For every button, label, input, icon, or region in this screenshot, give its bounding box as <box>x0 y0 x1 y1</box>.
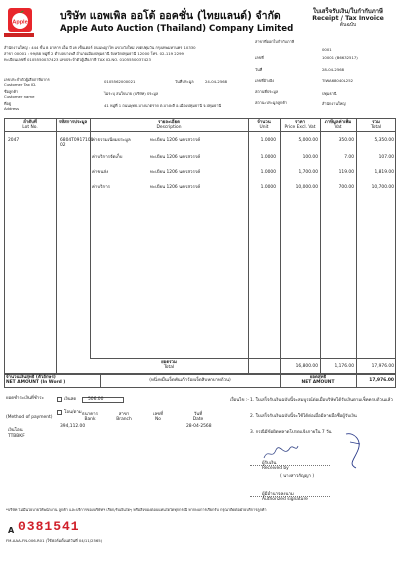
doc-date-value: 28-04-2568 <box>322 67 345 72</box>
col-branch: สาขา Branch <box>116 412 132 423</box>
customer-name-label: ชื่อลูกค้า <box>4 89 19 94</box>
doc-auction-value: ปทุมธานี <box>322 91 337 96</box>
transfer-label: โอน/ตาม <box>64 410 82 415</box>
col-header-description: รายละเอียด Description <box>156 120 182 131</box>
transfer-bank: TTBBKF <box>8 434 25 439</box>
row-total: 107.00 <box>378 155 394 160</box>
notes-line-1: 1. ใบเสร็จรับเงินฉบับนี้จะสมบูรณ์ต่อเมื่อบริษัทได้รับเงินตามเช็คครบถ้วนแล้ว <box>250 398 393 403</box>
customer-branch-value: 24-04-2568 <box>205 79 228 84</box>
receiver-label-en: Received by <box>262 466 289 471</box>
doc-title-en: Receipt / Tax Invoice <box>312 15 384 22</box>
total-label: ยอดรวม Total <box>161 360 177 371</box>
footer-notice: *บริษัท ไม่มีนโยบายให้พนักงาน ลูกค้า และบริการของบริษัทฯ เรียก/รับเงินใดๆ หรือสิ่งของตอบแทนใดใดทุกกรณี หากพบการเรียกรับ กรุณาติดต่อฝ่ายบริการลูกค้า <box>6 508 267 512</box>
doc-no-value: 10001 (B6632517) <box>322 55 358 60</box>
receiver-name: ( นางสาวกัญญา ) <box>280 474 315 479</box>
doc-branch-label: สาขาที่ออกใบกำกับภาษี <box>255 39 295 44</box>
payment-title: ยอดชำระเงินที่ชำระ <box>6 396 44 401</box>
transfer-checkbox[interactable] <box>57 410 62 415</box>
net-amount-label: จำนวนเงินสุทธิ (ตัวอักษร) NET AMOUNT (In Word ) <box>6 375 66 386</box>
row-total: 1,819.00 <box>374 170 394 175</box>
stamp-signature-icon <box>340 430 368 470</box>
net-amount-words: (หนึ่งหมื่นเจ็ดพันเก้าร้อยเจ็ดสิบหกบาทถ้วน) <box>149 378 231 383</box>
transfer-amount: 394,112.00 <box>60 424 86 429</box>
col-date: วันที่ Date <box>192 412 204 423</box>
notes-title: เงื่อนไข :- <box>230 398 249 403</box>
col-header-vat: ภาษีมูลค่าเพิ่ม Vat <box>324 120 352 131</box>
doc-branch-value: 0001 <box>322 47 332 52</box>
company-address-1: สำนักงานใหญ่ : 444 ชั้น 8 อาคาร เอ็ม บี เค เซ็นเตอร์ ถนนพญาไท แขวงวังใหม่ เขตปทุมวัน กรุงเทพมหานคร 10330 <box>4 45 196 50</box>
net-amount-value: 17,976.00 <box>369 378 394 383</box>
row-price: 1,700.00 <box>298 170 318 175</box>
row-price: 5,000.00 <box>298 138 318 143</box>
svg-text:Apple: Apple <box>12 19 28 26</box>
serial-number: 0381541 <box>18 519 80 534</box>
company-name-en: Apple Auto Auction (Thailand) Company Limited <box>60 24 294 34</box>
total-vat: 1,176.00 <box>334 364 354 369</box>
cash-checkbox[interactable] <box>57 397 62 402</box>
row-description-detail: ทะเบียน 1206 นครสวรรค์ <box>150 185 201 190</box>
payment-date: 28-04-2568 <box>186 424 212 429</box>
row-unit: 1.0000 <box>260 185 276 190</box>
doc-date-label: วันที่ <box>255 67 263 72</box>
col-header-code: รหัสการประมูล <box>58 120 88 125</box>
row-description: ค่าบริการจัดเก็บ <box>92 155 123 160</box>
row-vat: 7.00 <box>344 155 354 160</box>
customer-branch-label: วันที่ประมูล <box>175 79 194 84</box>
auth-label-en: Authorized signature <box>262 497 308 502</box>
doc-title-th: ใบเสร็จรับเงิน/ใบกำกับภาษี <box>313 8 383 15</box>
doc-auction-no-value: สำนักงานใหญ่ <box>322 101 346 106</box>
row-vat: 119.00 <box>338 170 354 175</box>
customer-address-value: 41 หมู่ที่ 1 ถนนพุทธ-บางนาตราด ต.บางพลี อ.เมืองปทุมธานี จ.ปทุมธานี <box>104 103 222 108</box>
col-bank: ธนาคาร Bank <box>82 412 98 423</box>
apple-logo-icon <box>8 8 32 32</box>
row-price: 10,000.00 <box>295 185 318 190</box>
doc-no-label: เลขที่ <box>255 55 264 60</box>
doc-copy-label: ต้นฉบับ <box>339 22 357 28</box>
notes-line-2: 2. ใบเสร็จรับเงินฉบับนี้จะใช้ได้ต่อเมื่อมีลายมือชื่อผู้รับเงิน <box>250 414 357 419</box>
doc-auction-no-label: สถานะประมูลลูกค้า <box>255 100 287 105</box>
serial-prefix: A <box>8 526 15 535</box>
transfer-note: เงินโอน <box>8 428 23 433</box>
col-header-total: รวม Total <box>370 120 382 131</box>
doc-ref-value: TIWA68040L252 <box>322 78 354 83</box>
row-unit: 1.0000 <box>260 138 276 143</box>
row-description-detail: ทะเบียน 1206 นครสวรรค์ <box>150 138 201 143</box>
total-total: 17,976.00 <box>371 364 394 369</box>
col-header-lot: ลำดับที่ Lot No. <box>22 120 38 131</box>
doc-auction-label: สถานที่ประมูล <box>255 89 279 94</box>
cash-label: เงินสด <box>64 397 77 402</box>
customer-taxid-value: 0105562000021 <box>104 79 136 84</box>
customer-taxid-label-en: Customer Tax ID. <box>4 82 37 87</box>
row-unit: 1.0000 <box>260 170 276 175</box>
receiver-label: ผู้รับเงิน <box>262 461 277 466</box>
row-price: 100.00 <box>302 155 318 160</box>
net-amount-label-right: ยอดสุทธิ NET AMOUNT <box>301 375 335 386</box>
row-description: ค่าขนส่ง <box>92 170 109 175</box>
col-header-unit: จำนวน Unit <box>257 120 271 131</box>
row-code: 6804T0917100 02 <box>60 138 94 149</box>
row-lot: 2047 <box>8 138 20 143</box>
col-header-price: ราคา Price Excl. Vat <box>284 120 316 131</box>
customer-address-label-en: Address <box>4 106 20 111</box>
row-vat: 350.00 <box>338 138 354 143</box>
col-no: เลขที่ No <box>152 412 164 423</box>
payment-method-label: (Method of payment) <box>6 415 53 420</box>
doc-ref-label: เลขที่อ้างอิง <box>255 78 275 83</box>
customer-taxid-label: เลขประจำตัวผู้เสียภาษีอากร <box>4 77 50 82</box>
customer-name-label-en: Customer name <box>4 94 35 99</box>
row-vat: 700.00 <box>338 185 354 190</box>
company-address-2: สาขา 00001 : 99/88 หมู่ที่ 2 ตำบลบางพลี อำเภอเมืองปทุมธานี จังหวัดปทุมธานี 12000 โทร. 02-119 2299 <box>4 51 184 56</box>
row-description-detail: ทะเบียน 1206 นครสวรรค์ <box>150 170 201 175</box>
row-total: 10,700.00 <box>371 185 394 190</box>
row-total: 5,350.00 <box>374 138 394 143</box>
customer-address-label: ที่อยู่ <box>4 101 12 106</box>
row-description-detail: ทะเบียน 1206 นครสวรรค์ <box>150 155 201 160</box>
company-taxid: ทะเบียนเลขที่ 0105550037423 เลขประจำตัวผู้เสียภาษี TAX ID.NO. 0105550037423 <box>4 57 151 62</box>
notes-line-3: 3. กรณีมีข้อผิดพลาดโปรดแจ้งภายใน 7 วัน <box>250 430 332 435</box>
company-name-th: บริษัท แอพเพิล ออโต้ ออคชั่น (ไทยแลนด์) จำกัด <box>60 10 281 22</box>
company-logo <box>8 8 32 32</box>
cash-amount: 506.00 <box>88 397 104 402</box>
row-unit: 1.0000 <box>260 155 276 160</box>
form-code: FM-AAA-FN-006-R01 (ใช้ฟอร์มตั้งแต่วันที่ 04/11/2565) <box>6 538 103 543</box>
row-description: ค่าบริการ <box>92 185 111 190</box>
total-price: 16,800.00 <box>295 364 318 369</box>
customer-name-value: ไม่ระบุ สนใจนาย (บริษัท) ประมูล <box>104 91 159 96</box>
auth-label: ผู้มีอำนาจลงนาม <box>262 492 294 497</box>
row-description: ค่าธรรมเนียมประมูล <box>92 138 131 143</box>
